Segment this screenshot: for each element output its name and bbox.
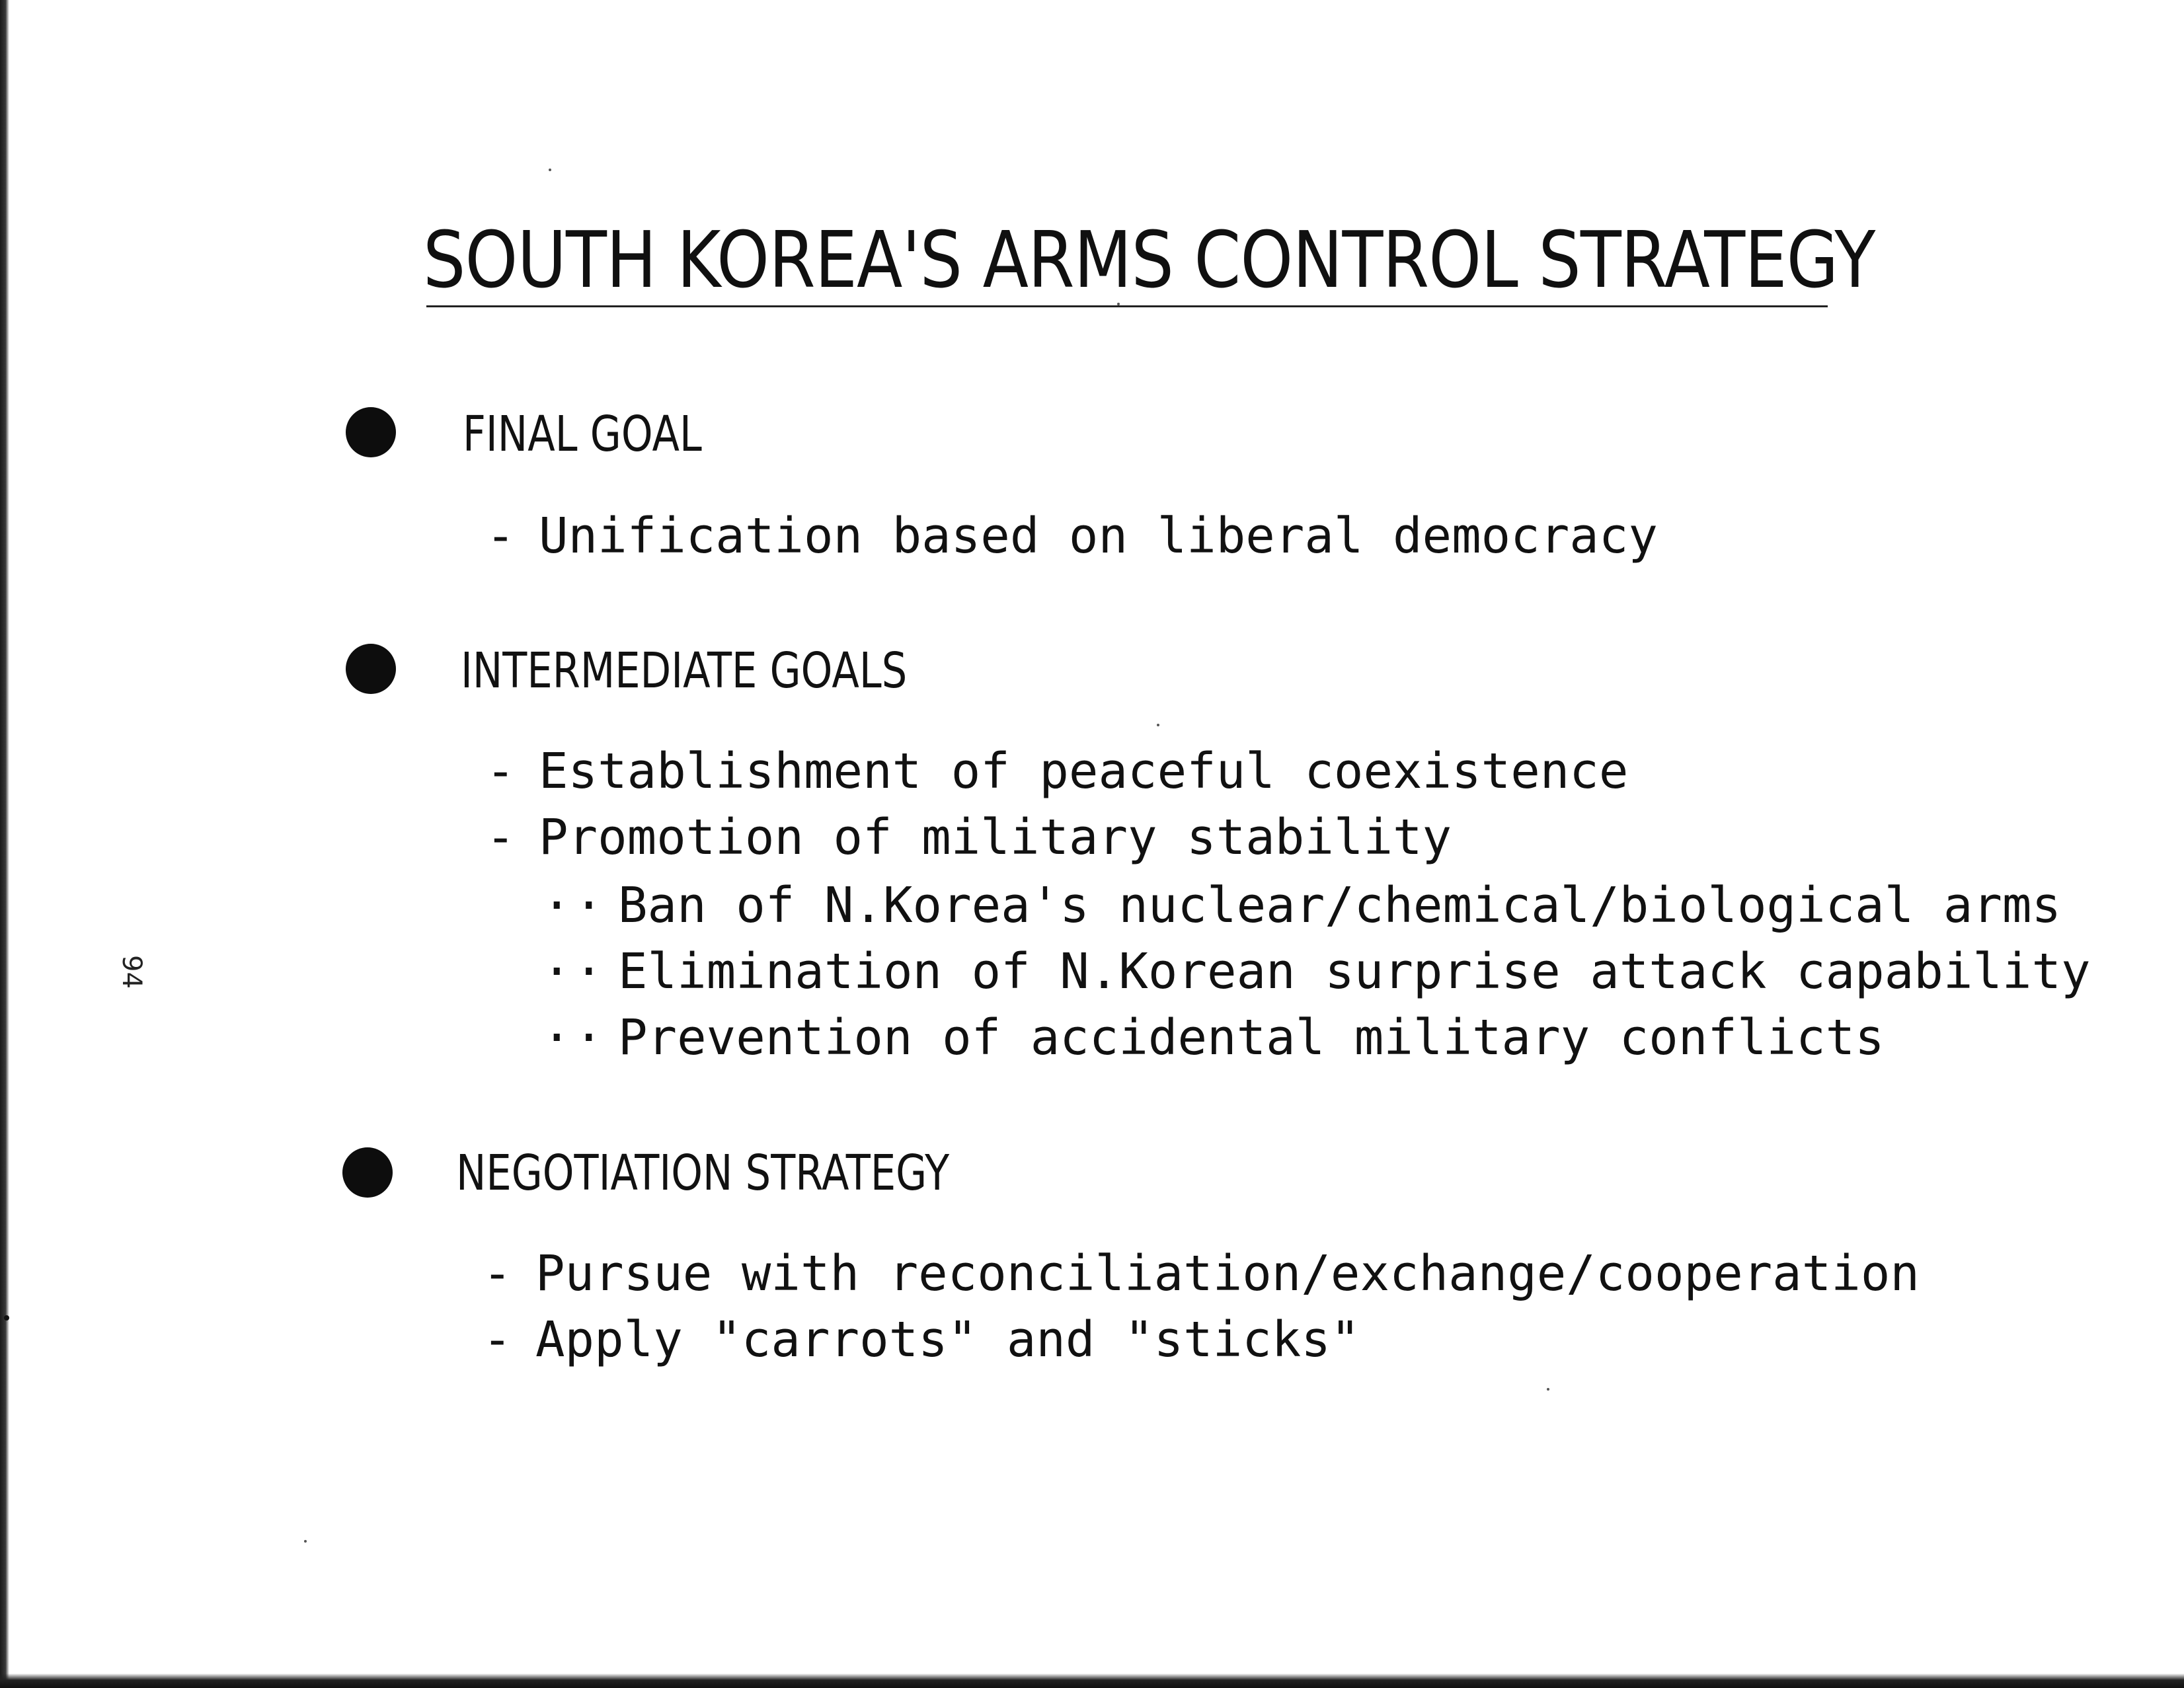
list-item-text: Pursue with reconciliation/exchange/cooperation (535, 1245, 1920, 1302)
scan-speck (1547, 1388, 1549, 1391)
scan-speck (549, 169, 551, 171)
bullet-icon (346, 407, 396, 457)
scan-speck (1157, 724, 1159, 726)
page-title: SOUTH KOREA'S ARMS CONTROL STRATEGY (423, 214, 1875, 305)
scan-speck (304, 1540, 307, 1543)
dash-marker: - (486, 809, 516, 866)
dash-marker: - (483, 1311, 512, 1368)
sub-list-item-text: Elimination of N.Korean surprise attack capability (618, 943, 2091, 1000)
dots-marker: ·· (542, 877, 607, 934)
list-item (486, 742, 1628, 801)
title-underline (426, 305, 1828, 307)
list-item (483, 1310, 1360, 1369)
bullet-icon (346, 644, 396, 694)
section-heading-intermediate-goals: INTERMEDIATE GOALS (461, 642, 908, 699)
sub-list-item (542, 1008, 1885, 1067)
scan-speck (4, 1315, 9, 1321)
list-item-text: Unification based on liberal democracy (539, 508, 1658, 564)
list-item-text: Apply "carrots" and "sticks" (535, 1311, 1360, 1368)
list-item (486, 506, 1658, 566)
list-item (486, 808, 1452, 867)
sub-list-item (542, 876, 2061, 935)
dots-marker: ·· (542, 1009, 607, 1066)
page-number: 94 (116, 955, 147, 989)
sub-list-item (542, 942, 2091, 1001)
list-item (483, 1244, 1920, 1303)
dash-marker: - (486, 508, 516, 564)
dash-marker: - (483, 1245, 512, 1302)
dots-marker: ·· (542, 943, 607, 1000)
section-heading-final-goal: FINAL GOAL (463, 406, 702, 463)
list-item-text: Promotion of military stability (539, 809, 1452, 866)
dash-marker: - (486, 743, 516, 800)
scan-left-edge (0, 0, 9, 1688)
sub-list-item-text: Prevention of accidental military conflicts (618, 1009, 1885, 1066)
sub-list-item-text: Ban of N.Korea's nuclear/chemical/biological arms (618, 877, 2062, 934)
bullet-icon (342, 1147, 393, 1198)
list-item-text: Establishment of peaceful coexistence (539, 743, 1629, 800)
section-heading-negotiation-strategy: NEGOTIATION STRATEGY (456, 1145, 950, 1202)
scan-bottom-edge (0, 1673, 2184, 1688)
